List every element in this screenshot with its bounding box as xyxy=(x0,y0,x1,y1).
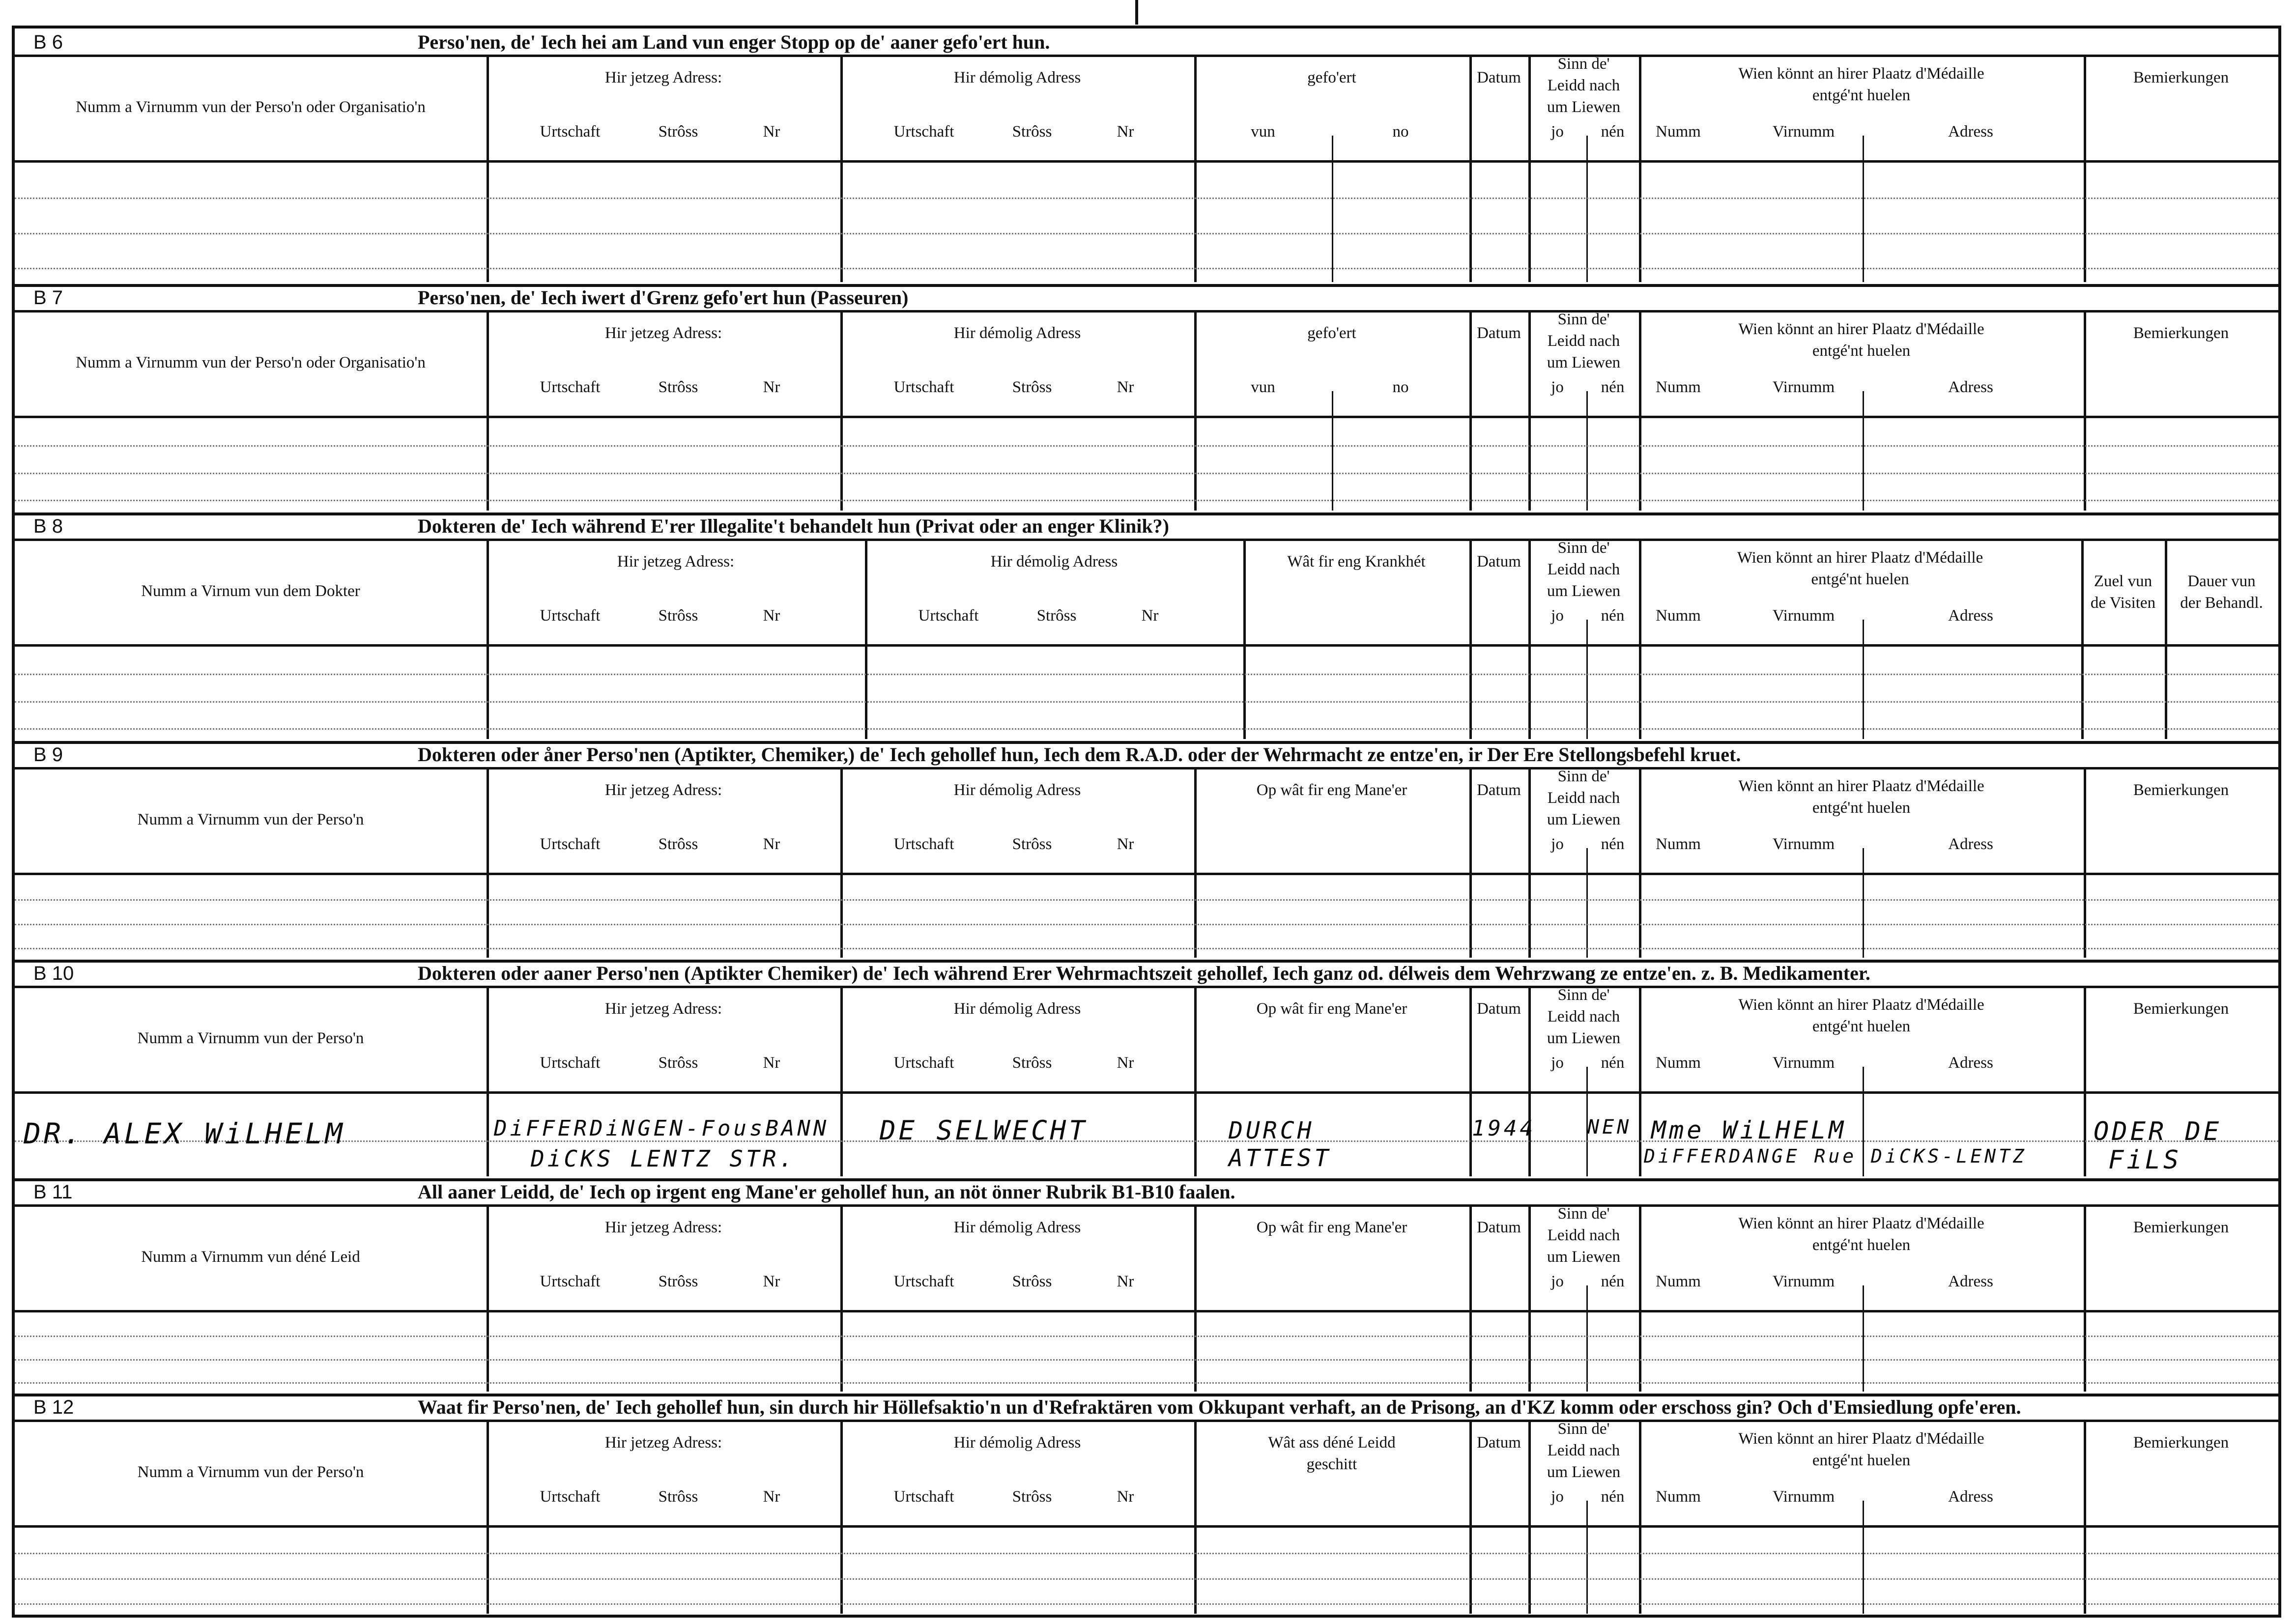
dotted-entry-line xyxy=(15,899,2278,901)
current-town-label: Urtschaft xyxy=(540,378,601,396)
current-town-label: Urtschaft xyxy=(540,1273,601,1290)
remarks-label: Bemierkungen xyxy=(2133,324,2229,342)
from-label: vun xyxy=(1251,123,1275,141)
current-town-label: Urtschaft xyxy=(540,1488,601,1506)
column-rule xyxy=(1586,391,1588,511)
remarks-label: Bemierkungen xyxy=(2133,69,2229,86)
medal-address-label: Adress xyxy=(1948,1054,1993,1072)
alive-label: Sinn de' Leidd nach um Liewen xyxy=(1547,986,1621,1047)
manner-label: Wât ass déné Leidd geschitt xyxy=(1268,1434,1396,1473)
dotted-entry-line xyxy=(15,1140,2278,1142)
column-rule xyxy=(1863,1501,1864,1614)
treatment-duration-label: Dauer vun der Behandl. xyxy=(2180,572,2263,612)
current-address-label: Hir jetzeg Adress: xyxy=(604,1000,722,1018)
section-b11 xyxy=(15,1178,2278,1394)
former-nr-label: Nr xyxy=(1117,123,1134,141)
former-street-label: Strôss xyxy=(1012,1054,1052,1072)
dotted-entry-line xyxy=(15,1359,2278,1361)
name-column-label: Numm a Virnumm vun der Perso'n xyxy=(137,1463,364,1481)
section-code: B 11 xyxy=(33,1181,73,1203)
former-address-label: Hir démolig Adress xyxy=(953,1434,1081,1452)
entry-name: DR. ALEX WiLHELM xyxy=(24,1117,345,1150)
yes-label: jo xyxy=(1551,835,1564,853)
current-nr-label: Nr xyxy=(763,1054,780,1072)
current-nr-label: Nr xyxy=(763,835,780,853)
column-rule xyxy=(1586,1501,1588,1614)
former-town-label: Urtschaft xyxy=(893,1273,954,1290)
yes-label: jo xyxy=(1551,1054,1564,1072)
former-street-label: Strôss xyxy=(1012,123,1052,141)
current-town-label: Urtschaft xyxy=(540,607,601,625)
former-address-label: Hir démolig Adress xyxy=(953,69,1081,86)
form-page xyxy=(12,26,2281,1618)
name-column-label: Numm a Virnumm vun der Perso'n xyxy=(137,811,364,828)
to-label: no xyxy=(1392,378,1409,396)
former-address-label: Hir démolig Adress xyxy=(953,781,1081,799)
dotted-entry-line xyxy=(15,500,2278,501)
current-address-label: Hir jetzeg Adress: xyxy=(604,1219,722,1236)
alive-label: Sinn de' Leidd nach um Liewen xyxy=(1547,539,1621,600)
section-header-bar xyxy=(15,513,2278,541)
current-nr-label: Nr xyxy=(763,1273,780,1290)
column-rule xyxy=(1863,848,1864,958)
current-nr-label: Nr xyxy=(763,1488,780,1506)
dotted-entry-line xyxy=(15,701,2278,703)
section-header-bar xyxy=(15,741,2278,769)
row-rule xyxy=(15,1525,2278,1528)
medal-firstname-label: Virnumm xyxy=(1772,1488,1835,1506)
current-street-label: Strôss xyxy=(658,607,698,625)
entry-current-address-2: DiCKS LENTZ STR. xyxy=(531,1145,796,1172)
dotted-entry-line xyxy=(15,924,2278,925)
medal-name-label: Numm xyxy=(1656,123,1701,141)
entry-medal-address: DiFFERDANGE Rue DiCKS-LENTZ xyxy=(1644,1145,2027,1167)
section-code: B 6 xyxy=(33,31,63,53)
section-header-bar xyxy=(15,28,2278,57)
manner-label: Op wât fir eng Mane'er xyxy=(1256,1219,1407,1236)
former-street-label: Strôss xyxy=(1036,607,1077,625)
medal-address-label: Adress xyxy=(1948,1273,1993,1290)
former-nr-label: Nr xyxy=(1117,835,1134,853)
yes-label: jo xyxy=(1551,1488,1564,1506)
dotted-entry-line xyxy=(15,674,2278,675)
current-town-label: Urtschaft xyxy=(540,1054,601,1072)
section-title: Dokteren oder aaner Perso'nen (Aptikter Chemiker) de' Iech während Erer Wehrmachtszeit gehollef, Iech ganz od. délweis dem Wehrzwang ze entze'en. z. B. Medikamenter. xyxy=(418,962,1870,984)
medal-label: Wien könnt an hirer Plaatz d'Médaille entgé'nt huelen xyxy=(1738,65,1984,104)
entry-current-address-1: DiFFERDiNGEN-FousBANN xyxy=(494,1116,830,1141)
medal-label: Wien könnt an hirer Plaatz d'Médaille entgé'nt huelen xyxy=(1738,777,1984,817)
current-street-label: Strôss xyxy=(658,1273,698,1290)
entry-manner-2: ATTEST xyxy=(1229,1144,1332,1172)
current-town-label: Urtschaft xyxy=(540,835,601,853)
medal-firstname-label: Virnumm xyxy=(1772,835,1835,853)
name-column-label: Numm a Virnumm vun der Perso'n oder Organisatio'n xyxy=(76,98,426,116)
medal-label: Wien könnt an hirer Plaatz d'Médaille entgé'nt huelen xyxy=(1738,996,1984,1035)
section-title: Dokteren oder åner Perso'nen (Aptikter, Chemiker,) de' Iech gehollef hun, Iech dem R.A.D. oder der Wehrmacht ze entze'en, ir Der Ere Stellongsbefehl kruet. xyxy=(418,743,1741,766)
yes-label: jo xyxy=(1551,607,1564,625)
row-rule xyxy=(15,160,2278,163)
medal-firstname-label: Virnumm xyxy=(1772,378,1835,396)
no-label: nén xyxy=(1601,1273,1625,1290)
no-label: nén xyxy=(1601,607,1625,625)
section-code: B 8 xyxy=(33,515,63,537)
section-title: Perso'nen, de' Iech iwert d'Grenz gefo'ert hun (Passeuren) xyxy=(418,286,909,309)
yes-label: jo xyxy=(1551,123,1564,141)
dotted-entry-line xyxy=(15,198,2278,199)
current-address-label: Hir jetzeg Adress: xyxy=(604,1434,722,1452)
alive-label: Sinn de' Leidd nach um Liewen xyxy=(1547,768,1621,828)
column-rule xyxy=(1586,136,1588,282)
column-rule xyxy=(1863,1285,1864,1392)
section-header-bar xyxy=(15,1394,2278,1422)
section-header-bar xyxy=(15,1178,2278,1207)
visits-count-label: Zuel vun de Visiten xyxy=(2090,572,2156,612)
medal-address-label: Adress xyxy=(1948,378,1993,396)
dotted-entry-line xyxy=(15,1336,2278,1337)
remarks-label: Bemierkungen xyxy=(2133,1434,2229,1452)
top-fold-mark xyxy=(1135,0,1138,25)
entry-manner-1: DURCH xyxy=(1229,1117,1315,1144)
dotted-entry-line xyxy=(15,1578,2278,1580)
from-label: vun xyxy=(1251,378,1275,396)
former-street-label: Strôss xyxy=(1012,378,1052,396)
medal-label: Wien könnt an hirer Plaatz d'Médaille entgé'nt huelen xyxy=(1738,1215,1984,1254)
medal-address-label: Adress xyxy=(1948,607,1993,625)
manner-label: Wât fir eng Krankhét xyxy=(1287,553,1426,570)
former-nr-label: Nr xyxy=(1117,1488,1134,1506)
entry-remarks-2: FiLS xyxy=(2108,1145,2182,1175)
dotted-entry-line xyxy=(15,473,2278,474)
column-rule xyxy=(1586,620,1588,739)
medal-label: Wien könnt an hirer Plaatz d'Médaille entgé'nt huelen xyxy=(1738,1430,1984,1469)
section-b6 xyxy=(15,28,2278,284)
dotted-entry-line xyxy=(15,1603,2278,1605)
dotted-entry-line xyxy=(15,233,2278,234)
no-label: nén xyxy=(1601,835,1625,853)
column-rule xyxy=(840,57,843,282)
section-b12 xyxy=(15,1394,2278,1616)
former-town-label: Urtschaft xyxy=(893,835,954,853)
section-code: B 9 xyxy=(33,744,63,766)
current-street-label: Strôss xyxy=(658,835,698,853)
transported-label: gefo'ert xyxy=(1307,324,1356,342)
former-town-label: Urtschaft xyxy=(893,123,954,141)
transported-label: gefo'ert xyxy=(1307,69,1356,86)
medal-name-label: Numm xyxy=(1656,1273,1701,1290)
current-street-label: Strôss xyxy=(658,123,698,141)
section-title: Waat fir Perso'nen, de' Iech gehollef hun, sin durch hir Höllefsaktio'n un d'Refraktären vom Okkupant verhaft, an de Prisong, an d'KZ komm oder erschoss gin? Och d'Emsiedlung opfe'eren. xyxy=(418,1396,2021,1418)
yes-label: jo xyxy=(1551,1273,1564,1290)
remarks-label: Bemierkungen xyxy=(2133,1219,2229,1236)
section-title: Perso'nen, de' Iech hei am Land vun enger Stopp op de' aaner gefo'ert hun. xyxy=(418,31,1050,53)
former-town-label: Urtschaft xyxy=(893,378,954,396)
former-nr-label: Nr xyxy=(1117,1273,1134,1290)
date-label: Datum xyxy=(1477,1000,1521,1018)
alive-label: Sinn de' Leidd nach um Liewen xyxy=(1547,1420,1621,1481)
medal-address-label: Adress xyxy=(1948,123,1993,141)
alive-label: Sinn de' Leidd nach um Liewen xyxy=(1547,311,1621,371)
column-rule xyxy=(1863,391,1864,511)
remarks-label: Bemierkungen xyxy=(2133,781,2229,799)
section-code: B 10 xyxy=(33,963,74,984)
dotted-entry-line xyxy=(15,445,2278,447)
medal-firstname-label: Virnumm xyxy=(1772,1273,1835,1290)
row-rule xyxy=(15,1091,2278,1094)
medal-firstname-label: Virnumm xyxy=(1772,1054,1835,1072)
dotted-entry-line xyxy=(15,268,2278,269)
dotted-entry-line xyxy=(15,948,2278,949)
medal-firstname-label: Virnumm xyxy=(1772,607,1835,625)
date-label: Datum xyxy=(1477,1219,1521,1236)
current-street-label: Strôss xyxy=(658,1054,698,1072)
former-address-label: Hir démolig Adress xyxy=(990,553,1118,570)
column-rule xyxy=(1194,57,1197,282)
date-label: Datum xyxy=(1477,324,1521,342)
column-rule xyxy=(1332,391,1333,511)
former-address-label: Hir démolig Adress xyxy=(953,324,1081,342)
section-code: B 12 xyxy=(33,1396,74,1418)
former-street-label: Strôss xyxy=(1012,1273,1052,1290)
medal-name-label: Numm xyxy=(1656,1488,1701,1506)
name-column-label: Numm a Virnumm vun déné Leid xyxy=(141,1248,360,1266)
former-address-label: Hir démolig Adress xyxy=(953,1219,1081,1236)
name-column-label: Numm a Virnumm vun der Perso'n xyxy=(137,1029,364,1047)
current-street-label: Strôss xyxy=(658,1488,698,1506)
column-rule xyxy=(1586,1285,1588,1392)
no-label: nén xyxy=(1601,378,1625,396)
alive-label: Sinn de' Leidd nach um Liewen xyxy=(1547,1205,1621,1266)
former-street-label: Strôss xyxy=(1012,835,1052,853)
medal-address-label: Adress xyxy=(1948,1488,1993,1506)
date-label: Datum xyxy=(1477,781,1521,799)
alive-label: Sinn de' Leidd nach um Liewen xyxy=(1547,55,1621,116)
entry-former-address: DE SELWECHT xyxy=(880,1115,1088,1146)
row-rule xyxy=(15,644,2278,647)
former-street-label: Strôss xyxy=(1012,1488,1052,1506)
former-town-label: Urtschaft xyxy=(893,1054,954,1072)
medal-name-label: Numm xyxy=(1656,835,1701,853)
name-column-label: Numm a Virnumm vun der Perso'n oder Organisatio'n xyxy=(76,354,426,371)
medal-address-label: Adress xyxy=(1948,835,1993,853)
medal-name-label: Numm xyxy=(1656,1054,1701,1072)
current-nr-label: Nr xyxy=(763,607,780,625)
column-rule xyxy=(1469,57,1472,282)
section-code: B 7 xyxy=(33,287,63,309)
row-rule xyxy=(15,1310,2278,1312)
section-header-bar xyxy=(15,960,2278,988)
to-label: no xyxy=(1392,123,1409,141)
medal-label: Wien könnt an hirer Plaatz d'Médaille entgé'nt huelen xyxy=(1737,549,1983,588)
manner-label: Op wât fir eng Mane'er xyxy=(1256,1000,1407,1018)
dotted-entry-line xyxy=(15,728,2278,730)
current-nr-label: Nr xyxy=(763,123,780,141)
dotted-entry-line xyxy=(15,1553,2278,1554)
former-town-label: Urtschaft xyxy=(893,1488,954,1506)
section-b7 xyxy=(15,284,2278,513)
column-rule xyxy=(1863,136,1864,282)
entry-remarks-1: ODER DE xyxy=(2094,1117,2222,1146)
column-rule xyxy=(1332,136,1333,282)
column-rule xyxy=(1863,620,1864,739)
entry-medal-name: Mme WiLHELM xyxy=(1651,1116,1847,1144)
row-rule xyxy=(15,416,2278,418)
section-b9 xyxy=(15,741,2278,960)
current-address-label: Hir jetzeg Adress: xyxy=(604,69,722,86)
current-address-label: Hir jetzeg Adress: xyxy=(604,324,722,342)
manner-label: Op wât fir eng Mane'er xyxy=(1256,781,1407,799)
no-label: nén xyxy=(1601,1054,1625,1072)
section-header-bar xyxy=(15,284,2278,313)
entry-nen-mark: NEN xyxy=(1587,1116,1632,1139)
current-address-label: Hir jetzeg Adress: xyxy=(617,553,735,570)
column-rule xyxy=(2084,57,2086,282)
section-title: All aaner Leidd, de' Iech op irgent eng Mane'er gehollef hun, an nöt önner Rubrik B1-B10 faalen. xyxy=(418,1181,1235,1203)
remarks-label: Bemierkungen xyxy=(2133,1000,2229,1018)
section-b10 xyxy=(15,960,2278,1178)
section-title: Dokteren de' Iech während E'rer Illegalite't behandelt hun (Privat oder an enger Klinik?) xyxy=(418,515,1169,537)
medal-name-label: Numm xyxy=(1656,378,1701,396)
date-label: Datum xyxy=(1477,69,1521,86)
former-nr-label: Nr xyxy=(1141,607,1159,625)
no-label: nén xyxy=(1601,123,1625,141)
current-address-label: Hir jetzeg Adress: xyxy=(604,781,722,799)
former-nr-label: Nr xyxy=(1117,1054,1134,1072)
current-nr-label: Nr xyxy=(763,378,780,396)
current-street-label: Strôss xyxy=(658,378,698,396)
column-rule xyxy=(487,57,489,282)
section-b8 xyxy=(15,513,2278,741)
medal-label: Wien könnt an hirer Plaatz d'Médaille entgé'nt huelen xyxy=(1738,320,1984,360)
row-rule xyxy=(15,873,2278,875)
date-label: Datum xyxy=(1477,553,1521,570)
former-nr-label: Nr xyxy=(1117,378,1134,396)
former-address-label: Hir démolig Adress xyxy=(953,1000,1081,1018)
medal-firstname-label: Virnumm xyxy=(1772,123,1835,141)
dotted-entry-line xyxy=(15,1382,2278,1384)
entry-date: 1944 xyxy=(1472,1116,1536,1141)
date-label: Datum xyxy=(1477,1434,1521,1452)
medal-name-label: Numm xyxy=(1656,607,1701,625)
column-rule xyxy=(1586,848,1588,958)
name-column-label: Numm a Virnum vun dem Dokter xyxy=(141,582,360,600)
former-town-label: Urtschaft xyxy=(918,607,979,625)
current-town-label: Urtschaft xyxy=(540,123,601,141)
no-label: nén xyxy=(1601,1488,1625,1506)
yes-label: jo xyxy=(1551,378,1564,396)
